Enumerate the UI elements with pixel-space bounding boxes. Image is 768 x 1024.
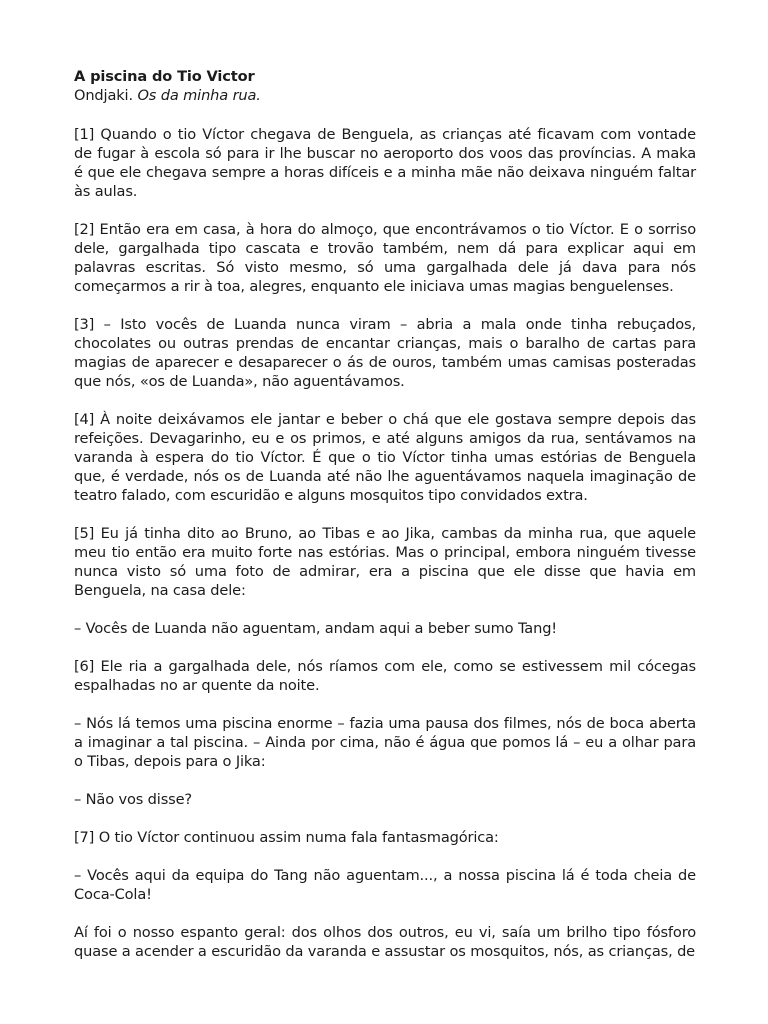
paragraph-4: [4] À noite deixávamos ele jantar e beber o chá que ele gostava sempre depois das refeições. Devagarinho, eu e os primos, e até alguns amigos da rua, sentávamos na varanda à espera do tio Víctor. É que o tio Víctor tinha umas estórias de Benguela que, é verdade, nós os de Luanda até não lhe aguentávamos naquela imaginação de teatro falado, com escuridão e alguns mosquitos tipo convidados extra. <box>74 411 696 504</box>
dialogue-piscina: – Nós lá temos uma piscina enorme – fazia uma pausa dos filmes, nós de boca aberta a imaginar a tal piscina. – Ainda por cima, não é água que pomos lá – eu a olhar para o Tibas, depois para o Jika: <box>74 715 696 770</box>
paragraph-1: [1] Quando o tio Víctor chegava de Benguela, as crianças até ficavam com vontade de fugar à escola só para ir lhe buscar no aeroporto dos voos das províncias. A maka é que ele chegava sempre a horas difíceis e a minha mãe não deixava ninguém faltar às aulas. <box>74 126 696 200</box>
dialogue-tang: – Vocês de Luanda não aguentam, andam aqui a beber sumo Tang! <box>74 620 558 637</box>
document-page <box>74 67 696 961</box>
document-byline <box>74 86 696 105</box>
byline-author: Ondjaki. <box>74 87 138 104</box>
dialogue-nao-vos-disse: – Não vos disse? <box>74 791 193 808</box>
dialogue-coca-cola: – Vocês aqui da equipa do Tang não aguentam..., a nossa piscina lá é toda cheia de Coca-Cola! <box>74 867 696 903</box>
paragraph-6: [6] Ele ria a gargalhada dele, nós ríamos com ele, como se estivessem mil cócegas espalhadas no ar quente da noite. <box>74 658 696 694</box>
document-title: A piscina do Tio Victor <box>74 68 255 85</box>
paragraph-2: [2] Então era em casa, à hora do almoço, que encontrávamos o tio Víctor. E o sorriso dele, gargalhada tipo cascata e trovão também, nem dá para explicar aqui em palavras escritas. Só visto mesmo, só uma gargalhada dele já dava para nós começarmos a rir à toa, alegres, enquanto ele iniciava umas magias benguelenses. <box>74 221 696 295</box>
byline-book: Os da minha rua. <box>137 87 261 104</box>
paragraph-espanto: Aí foi o nosso espanto geral: dos olhos dos outros, eu vi, saía um brilho tipo fósforo quase a acender a escuridão da varanda e assustar os mosquitos, nós, as crianças, de <box>74 924 696 960</box>
paragraph-7: [7] O tio Víctor continuou assim numa fala fantasmagórica: <box>74 829 499 846</box>
paragraph-5: [5] Eu já tinha dito ao Bruno, ao Tibas e ao Jika, cambas da minha rua, que aquele meu tio então era muito forte nas estórias. Mas o principal, embora ninguém tivesse nunca visto só uma foto de admirar, era a piscina que ele disse que havia em Benguela, na casa dele: <box>74 525 696 599</box>
paragraph-3: [3] – Isto vocês de Luanda nunca viram – abria a mala onde tinha rebuçados, chocolates ou outras prendas de encantar crianças, mais o baralho de cartas para magias de aparecer e desaparecer o ás de ouros, também umas camisas posteradas que nós, «os de Luanda», não aguentávamos. <box>74 316 696 390</box>
